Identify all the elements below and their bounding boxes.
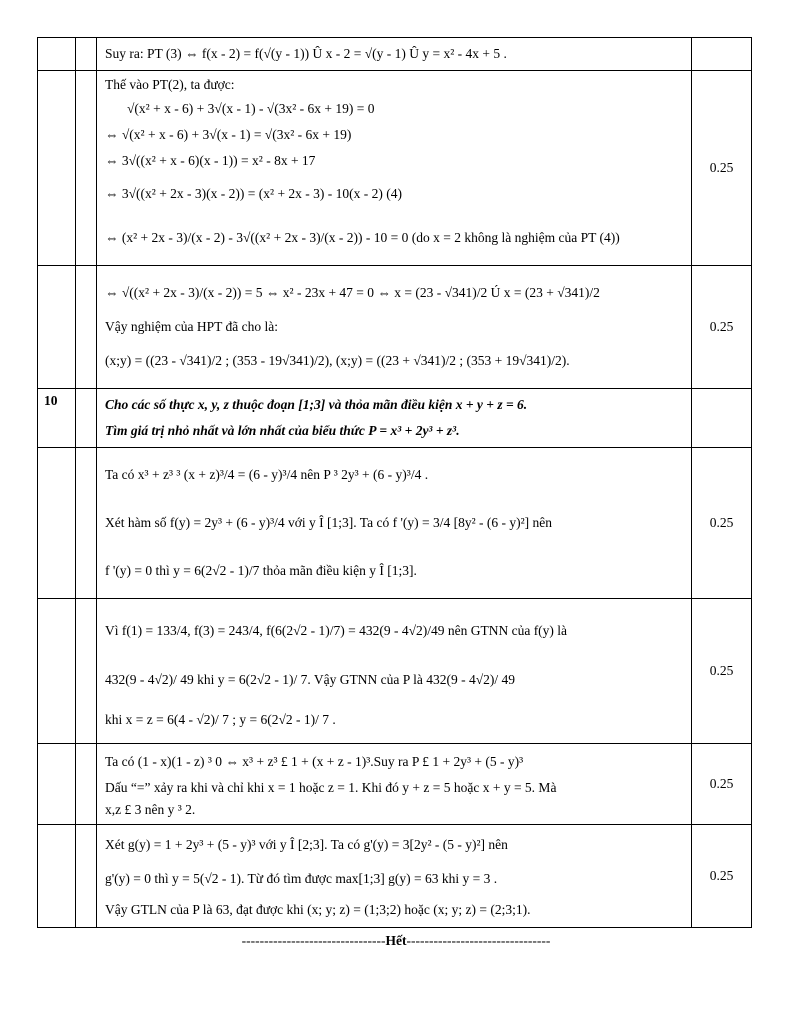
score-cell <box>692 448 752 599</box>
score-cell <box>692 599 752 744</box>
table-row <box>38 825 752 928</box>
sub-cell <box>76 266 97 389</box>
score-cell <box>692 71 752 266</box>
math-line: f '(y) = 0 thì y = 6(2√2 - 1)/7 thỏa mãn điều kiện y Î [1;3]. <box>105 562 417 578</box>
math-line: Xét g(y) = 1 + 2y³ + (5 - y)³ với y Î [2;3]. Ta có g'(y) = 3[2y² - (5 - y)²] nên <box>105 836 508 852</box>
answer-table <box>37 37 752 928</box>
math-line: ⇔ 3√((x² + x - 6)(x - 1)) = x² - 8x + 17 <box>105 152 316 168</box>
score-value: 0.25 <box>709 776 734 791</box>
score-value: 0.25 <box>709 160 734 175</box>
content-cell <box>97 266 692 389</box>
score-cell <box>692 38 752 71</box>
text-line: Suy ra: PT (3) ⇔ f(x - 2) = f(√(y - 1)) Û x - 2 = √(y - 1) Û y = x² - 4x + 5 . <box>105 45 507 61</box>
math-line: Vì f(1) = 133/4, f(3) = 243/4, f(6(2√2 - 1)/7) = 432(9 - 4√2)/49 nên GTNN của f(y) là <box>105 622 568 638</box>
text-line: x,z £ 3 nên y ³ 2. <box>105 801 196 817</box>
text-line: Thế vào PT(2), ta được: <box>105 76 235 92</box>
math-line: Xét hàm số f(y) = 2y³ + (6 - y)³/4 với y Î [1;3]. Ta có f '(y) = 3/4 [8y² - (6 - y)²] nên <box>105 514 553 530</box>
text-line: Vậy GTLN của P là 63, đạt được khi (x; y; z) = (1;3;2) hoặc (x; y; z) = (2;3;1). <box>105 901 531 917</box>
content-cell <box>97 71 692 266</box>
content-cell <box>97 744 692 825</box>
sub-cell <box>76 448 97 599</box>
sub-cell <box>76 599 97 744</box>
table-row <box>38 389 752 448</box>
sub-cell <box>76 71 97 266</box>
score-value: 0.25 <box>709 515 734 530</box>
table-row <box>38 71 752 266</box>
question-number-cell <box>38 744 76 825</box>
score-value: 0.25 <box>709 663 734 678</box>
table-row <box>38 266 752 389</box>
score-cell <box>692 825 752 928</box>
sub-cell <box>76 38 97 71</box>
end-marker <box>0 933 792 949</box>
sub-cell <box>76 389 97 448</box>
score-cell <box>692 389 752 448</box>
table-row <box>38 744 752 825</box>
footer-dashes-right: -------------------------------- <box>406 933 551 948</box>
text-line: Vậy nghiệm của HPT đã cho là: <box>105 318 278 334</box>
question-number-cell <box>38 448 76 599</box>
score-cell <box>692 266 752 389</box>
table-row <box>38 38 752 71</box>
content-cell <box>97 599 692 744</box>
math-line: ⇔ √(x² + x - 6) + 3√(x - 1) = √(3x² - 6x + 19) <box>105 126 352 142</box>
sub-cell <box>76 825 97 928</box>
score-cell <box>692 744 752 825</box>
math-line: ⇔ 3√((x² + 2x - 3)(x - 2)) = (x² + 2x - 3) - 10(x - 2) (4) <box>105 185 403 201</box>
math-line: Ta có (1 - x)(1 - z) ³ 0 ⇔ x³ + z³ £ 1 + (x + z - 1)³.Suy ra P £ 1 + 2y³ + (5 - y)³ <box>105 753 524 769</box>
question-text: Cho các số thực x, y, z thuộc đoạn [1;3] và thỏa mãn điều kiện x + y + z = 6. <box>105 396 528 412</box>
content-cell <box>97 38 692 71</box>
footer-dashes-left: -------------------------------- <box>241 933 386 948</box>
text-line: Dấu “=” xảy ra khi và chỉ khi x = 1 hoặc z = 1. Khi đó y + z = 5 hoặc x + y = 5. Mà <box>105 779 557 795</box>
score-value: 0.25 <box>709 868 734 883</box>
question-number-cell <box>38 38 76 71</box>
table-row <box>38 599 752 744</box>
sub-cell <box>76 744 97 825</box>
math-line: Ta có x³ + z³ ³ (x + z)³/4 = (6 - y)³/4 nên P ³ 2y³ + (6 - y)³/4 . <box>105 466 429 482</box>
math-line: g'(y) = 0 thì y = 5(√2 - 1). Từ đó tìm được max[1;3] g(y) = 63 khi y = 3 . <box>105 870 498 886</box>
score-value: 0.25 <box>709 319 734 334</box>
question-number-cell <box>38 825 76 928</box>
math-line: (x;y) = ((23 - √341)/2 ; (353 - 19√341)/2), (x;y) = ((23 + √341)/2 ; (353 + 19√341)/2). <box>105 352 570 368</box>
question-number-cell <box>38 599 76 744</box>
footer-end-word: Hết <box>385 933 407 948</box>
table-row <box>38 448 752 599</box>
math-line: ⇔ (x² + 2x - 3)/(x - 2) - 3√((x² + 2x - 3)/(x - 2)) - 10 = 0 (do x = 2 không là nghiệm của PT (4)) <box>105 229 620 245</box>
question-number: 10 <box>44 393 58 408</box>
question-number-cell <box>38 389 76 448</box>
content-cell <box>97 448 692 599</box>
question-number-cell <box>38 266 76 389</box>
math-line: 432(9 - 4√2)/ 49 khi y = 6(2√2 - 1)/ 7. Vậy GTNN của P là 432(9 - 4√2)/ 49 <box>105 671 516 687</box>
content-cell <box>97 825 692 928</box>
math-line: khi x = z = 6(4 - √2)/ 7 ; y = 6(2√2 - 1)/ 7 . <box>105 711 336 727</box>
question-number-cell <box>38 71 76 266</box>
math-line: √(x² + x - 6) + 3√(x - 1) - √(3x² - 6x + 19) = 0 <box>127 100 375 116</box>
content-cell <box>97 389 692 448</box>
question-text: Tìm giá trị nhỏ nhất và lớn nhất của biểu thức P = x³ + 2y³ + z³. <box>105 422 460 438</box>
math-line: ⇔ √((x² + 2x - 3)/(x - 2)) = 5 ⇔ x² - 23x + 47 = 0 ⇔ x = (23 - √341)/2 Ú x = (23 + √341)/2 <box>105 284 600 300</box>
